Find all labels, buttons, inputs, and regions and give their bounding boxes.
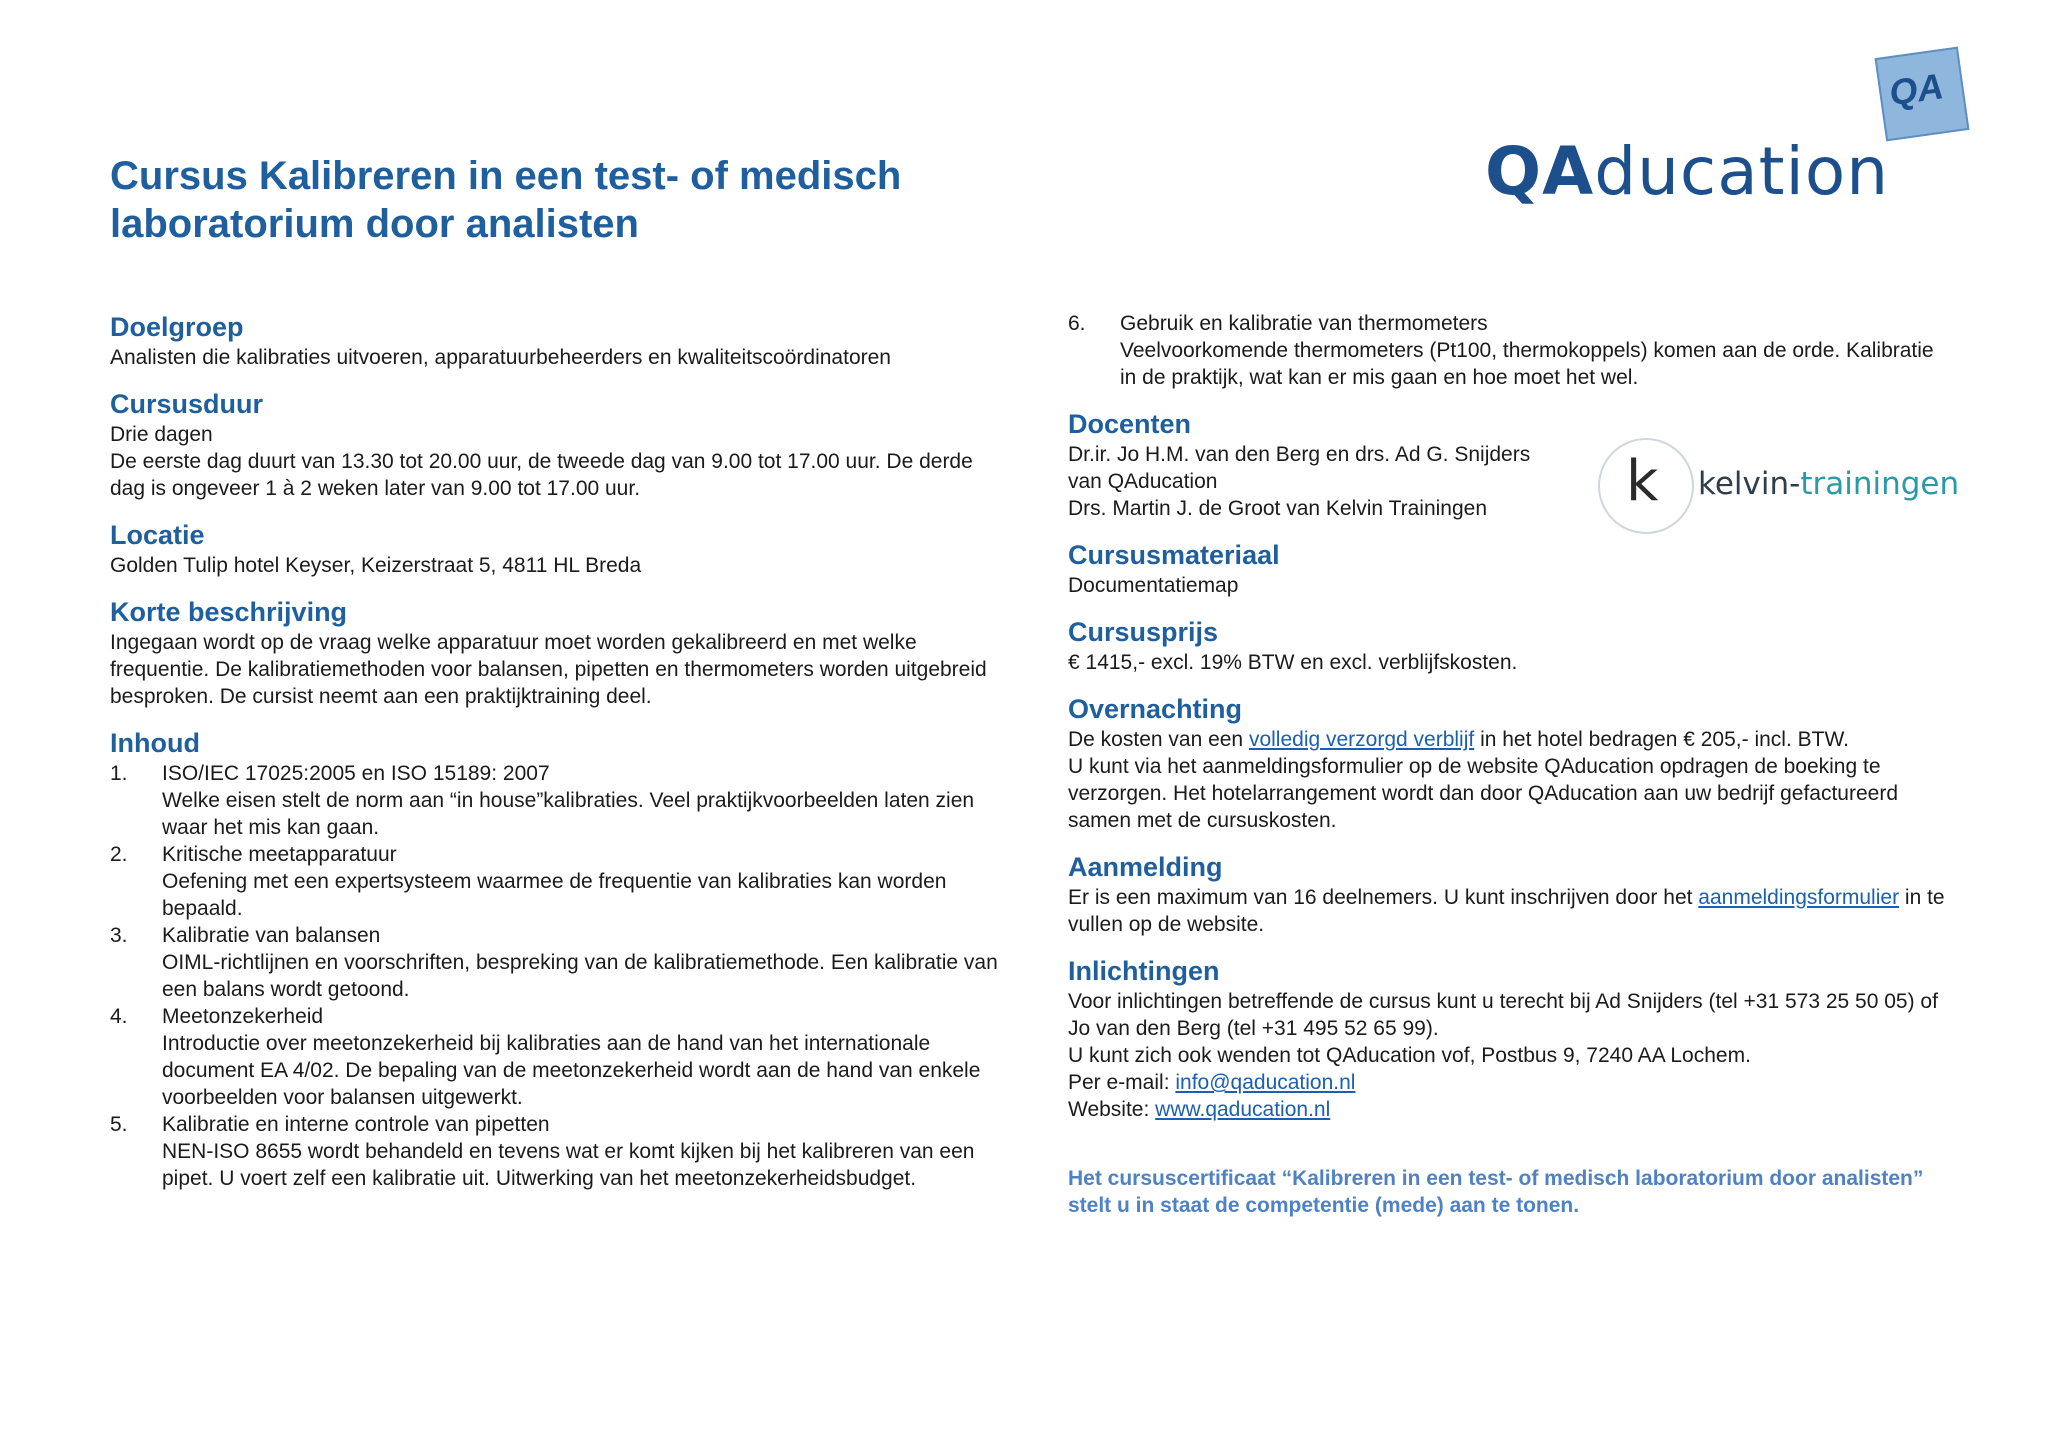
heading-doelgroep: Doelgroep — [110, 312, 244, 342]
qa-badge-icon: QA — [1875, 47, 1970, 142]
heading-inhoud: Inhoud — [110, 728, 200, 758]
heading-cursusprijs: Cursusprijs — [1068, 617, 1219, 647]
section-inhoud — [110, 726, 1010, 1192]
docenten-line1: Dr.ir. Jo H.M. van den Berg en drs. Ad G. Snijders — [1068, 443, 1531, 466]
qaducation-logo: QA QAducation — [1485, 52, 1985, 212]
cursusduur-line2: De eerste dag duurt van 13.30 tot 20.00 uur, de tweede dag van 9.00 tot 17.00 uur. De derde dag is ongeveer 1 à 2 weken later van 9.00 tot 17.00 uur. — [110, 450, 973, 500]
heading-inlichtingen: Inlichtingen — [1068, 956, 1220, 986]
cursusprijs-text: € 1415,- excl. 19% BTW en excl. verblijfskosten. — [1068, 651, 1518, 674]
beschrijving-text: Ingegaan wordt op de vraag welke apparatuur moet worden gekalibreerd en met welke frequentie. De kalibratiemethoden voor balansen, pipetten en thermometers worden uitgebreid besproken. De cursist neemt aan een praktijktraining deel. — [110, 631, 987, 708]
inhoud-list — [110, 760, 1010, 1192]
overnachting-text2: U kunt via het aanmeldingsformulier op de website QAducation opdragen de boeking te verzorgen. Het hotelarrangement wordt dan door QAducation aan uw bedrijf gefactureerd samen met de cursuskosten. — [1068, 755, 1898, 832]
email-link[interactable]: info@qaducation.nl — [1175, 1071, 1356, 1094]
certificate-note: Het cursuscertificaat “Kalibreren in een test- of medisch laboratorium door analisten” stelt u in staat de competentie (mede) aan te tonen. — [1068, 1167, 1924, 1217]
docenten-line2: van QAducation — [1068, 470, 1218, 493]
page-title: Cursus Kalibreren in een test- of medisch laboratorium door analisten — [110, 154, 902, 246]
section-overnachting: Overnachting De kosten van een volledig verzorgd verblijf in het hotel bedragen € 205,- incl. BTW. U kunt via het aanmeldingsformulier op de website QAducation opdragen de boeking te verzorgen. Het hotelarrangement wordt dan door QAducation aan uw bedrijf gefactureerd samen met de cursuskosten. — [1068, 692, 1948, 834]
heading-beschrijving: Korte beschrijving — [110, 597, 348, 627]
section-cursusprijs — [1068, 615, 1948, 676]
section-locatie — [110, 518, 1010, 579]
locatie-text: Golden Tulip hotel Keyser, Keizerstraat 5, 4811 HL Breda — [110, 554, 642, 577]
list-item: 1. ISO/IEC 17025:2005 en ISO 15189: 2007 Welke eisen stelt de norm aan “in house”kalibraties. Veel praktijkvoorbeelden laten zien waar het mis kan gaan. — [110, 762, 975, 839]
section-aanmelding: Aanmelding Er is een maximum van 16 deelnemers. U kunt inschrijven door het aanmeldingsformulier in te vullen op de website. — [1068, 850, 1948, 938]
doelgroep-text: Analisten die kalibraties uitvoeren, apparatuurbeheerders en kwaliteitscoördinatoren — [110, 346, 891, 369]
kelvin-trainingen-logo: k kelvin-trainingen — [1598, 438, 1938, 534]
docenten-line3: Drs. Martin J. de Groot van Kelvin Trainingen — [1068, 497, 1488, 520]
section-inlichtingen: Inlichtingen Voor inlichtingen betreffende de cursus kunt u terecht bij Ad Snijders (tel +31 573 25 50 05) of Jo van den Berg (tel +31 495 52 65 99). U kunt zich ook wenden tot QAducation vof, Postbus 9, 7240 AA Lochem. Per e-mail: info@qaducation.nl Website: www.qaducation.nl — [1068, 954, 1948, 1123]
section-cursusduur — [110, 387, 1010, 502]
heading-docenten: Docenten — [1068, 409, 1192, 439]
website-link[interactable]: www.qaducation.nl — [1155, 1098, 1331, 1121]
cursusmateriaal-text: Documentatiemap — [1068, 574, 1239, 597]
heading-cursusduur: Cursusduur — [110, 389, 264, 419]
list-item: 6. Gebruik en kalibratie van thermometers Veelvoorkomende thermometers (Pt100, thermokoppels) komen aan de orde. Kalibratie in de praktijk, wat kan er mis gaan en hoe moet het wel. — [1068, 312, 1934, 389]
heading-locatie: Locatie — [110, 520, 205, 550]
list-item: 2. Kritische meetapparatuur Oefening met een expertsysteem waarmee de frequentie van kalibraties kan worden bepaald. — [110, 843, 947, 920]
cursusduur-line1: Drie dagen — [110, 423, 213, 446]
left-column — [110, 310, 1010, 1208]
list-item: 3. Kalibratie van balansen OIML-richtlijnen en voorschriften, bespreking van de kalibratiemethode. Een kalibratie van een balans wordt getoond. — [110, 924, 998, 1001]
section-cursusmateriaal — [1068, 538, 1948, 599]
section-inhoud-continued — [1068, 310, 1948, 391]
list-item: 5. Kalibratie en interne controle van pipetten NEN-ISO 8655 wordt behandeld en tevens wat er komt kijken bij het kalibreren van een pipet. U voert zelf een kalibratie uit. Uitwerking van het meetonzekerheidsbudget. — [110, 1113, 975, 1190]
heading-overnachting: Overnachting — [1068, 694, 1243, 724]
section-doelgroep — [110, 310, 1010, 371]
heading-aanmelding: Aanmelding — [1068, 852, 1223, 882]
heading-cursusmateriaal: Cursusmateriaal — [1068, 540, 1280, 570]
section-beschrijving — [110, 595, 1010, 710]
inlichtingen-text2: U kunt zich ook wenden tot QAducation vof, Postbus 9, 7240 AA Lochem. — [1068, 1044, 1751, 1067]
list-item: 4. Meetonzekerheid Introductie over meetonzekerheid bij kalibraties aan de hand van het internationale document EA 4/02. De bepaling van de meetonzekerheid wordt aan de hand van enkele voorbeelden voor balansen uitgewerkt. — [110, 1005, 981, 1109]
verblijf-link[interactable]: volledig verzorgd verblijf — [1248, 728, 1475, 751]
inlichtingen-text1: Voor inlichtingen betreffende de cursus kunt u terecht bij Ad Snijders (tel +31 573 25 50 05) of Jo van den Berg (tel +31 495 52 65 99). — [1068, 990, 1938, 1040]
aanmeldingsformulier-link[interactable]: aanmeldingsformulier — [1698, 886, 1900, 909]
